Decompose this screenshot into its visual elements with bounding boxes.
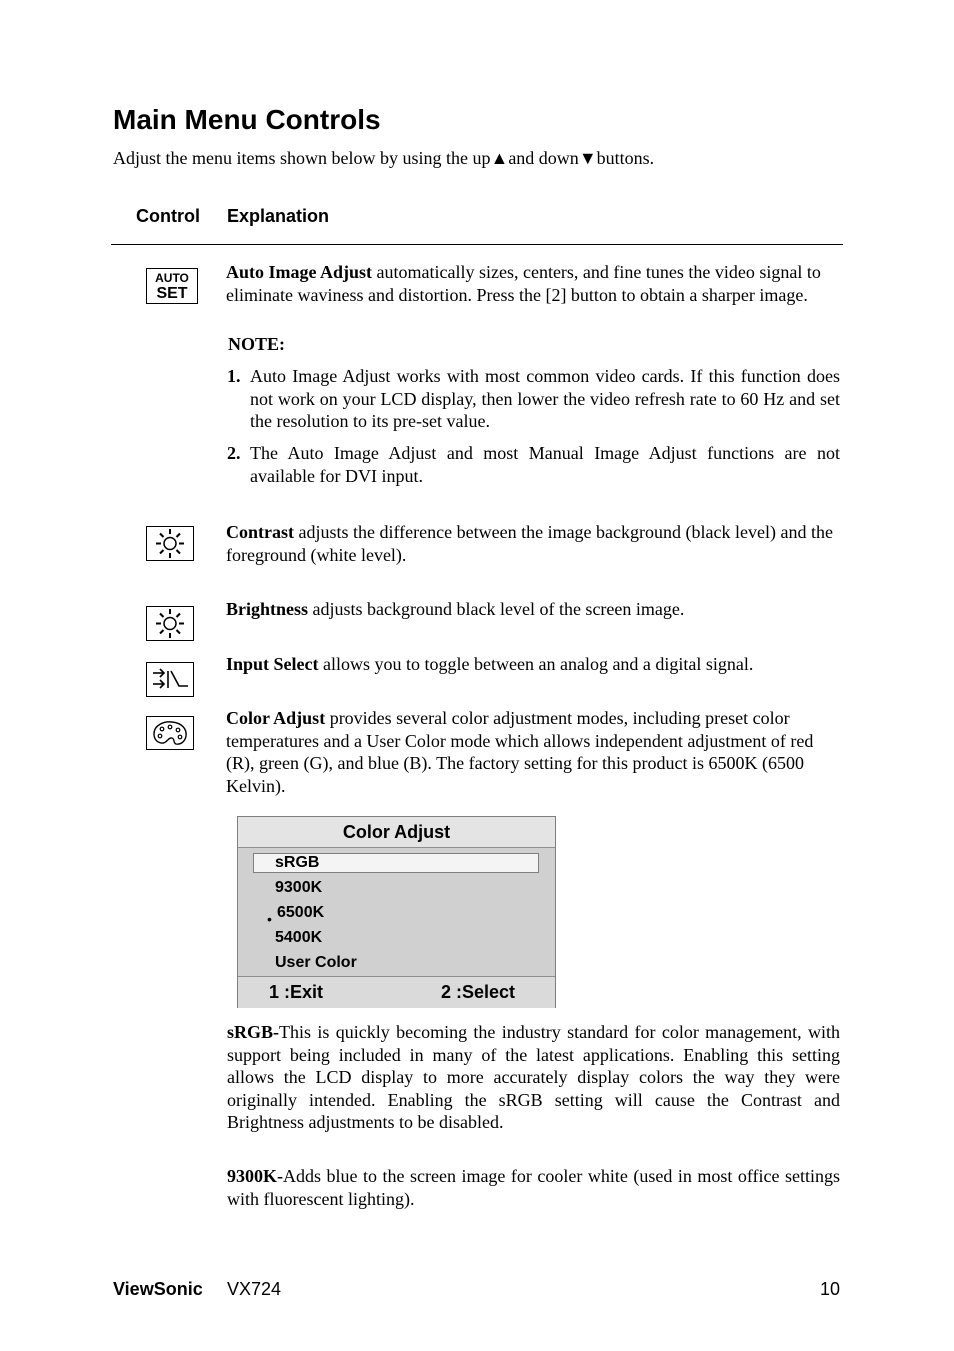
note-item-1 (227, 365, 840, 433)
note-number: 2. (227, 443, 241, 463)
auto-set-icon (146, 268, 198, 304)
osd-title: Color Adjust (238, 817, 555, 848)
osd-item-user-color[interactable]: User Color (275, 954, 357, 971)
note-text: Auto Image Adjust works with most common video cards. If this function does not work on your LCD display, then lower the video refresh rate to 60 Hz and set the resolution to its pre-set value. (250, 366, 840, 431)
color-adjust-term: Color Adjust (226, 708, 326, 728)
osd-item-6500k[interactable]: 6500K (277, 904, 325, 921)
contrast-sun-icon (146, 526, 194, 561)
osd-item-5400k[interactable]: 5400K (275, 929, 323, 946)
brightness-term: Brightness (226, 599, 309, 619)
down-arrow-icon: ▼ (578, 148, 597, 168)
brightness-sun-svg (147, 607, 193, 640)
auto-image-adjust-text (226, 261, 840, 306)
brightness-sun-icon (146, 606, 194, 641)
page-number: 10 (820, 1279, 841, 1299)
osd-select-hint: 2 :Select (441, 982, 516, 1002)
note-item-2 (227, 442, 840, 487)
color-adjust-desc: provides several color adjustment modes, including preset color temperatures and a User Color mode which allows independent adjustment of red (R), green (G), and blue (B). The factory setting for this product is 6500K (6500 Kelvin). (226, 708, 814, 796)
auto-image-adjust-term: Auto Image Adjust (226, 262, 373, 282)
color-palette-svg (147, 717, 193, 749)
srgb-term: sRGB- (227, 1022, 280, 1042)
input-select-icon (146, 662, 194, 697)
auto-set-icon-line2: SET (156, 285, 188, 302)
auto-set-icon-line1: AUTO (155, 271, 189, 285)
footer-brand: ViewSonic (113, 1279, 203, 1299)
header-divider (111, 244, 843, 245)
input-select-svg (147, 663, 193, 696)
auto-image-adjust-desc: automatically sizes, centers, and fine tunes the video signal to eliminate waviness and distortion. Press the [2] button to obtain a sharper image. (226, 262, 821, 305)
up-arrow-icon: ▲ (490, 148, 509, 168)
contrast-text (226, 521, 840, 566)
input-select-text (226, 653, 840, 676)
page-title: Main Menu Controls (113, 104, 381, 135)
intro-text (113, 148, 654, 169)
contrast-term: Contrast (226, 522, 294, 542)
brightness-desc: adjusts background black level of the screen image. (308, 599, 685, 619)
osd-item-9300k[interactable]: 9300K (275, 879, 323, 896)
9300k-term: 9300K- (227, 1166, 283, 1186)
column-header-control: Control (136, 206, 200, 226)
osd-exit-hint: 1 :Exit (269, 982, 324, 1002)
osd-footer (238, 976, 555, 1008)
contrast-desc: adjusts the difference between the image background (black level) and the foreground (white level). (226, 522, 833, 565)
footer-model: VX724 (227, 1279, 282, 1299)
note-text: The Auto Image Adjust and most Manual Image Adjust functions are not available for DVI input. (250, 443, 840, 486)
brightness-text (226, 598, 840, 621)
input-select-desc: allows you to toggle between an analog and a digital signal. (318, 654, 754, 674)
srgb-text (227, 1021, 840, 1134)
color-adjust-text (226, 707, 840, 797)
contrast-sun-svg (147, 527, 193, 560)
column-header-explanation: Explanation (227, 206, 330, 226)
srgb-desc: This is quickly becoming the industry standard for color management, with support being included in many of the latest applications. Enabling this setting allows the LCD display to more accurately display colors the way they were originally intended. Enabling the sRGB setting will cause the Contrast and Brightness adjustments to be disabled. (227, 1022, 840, 1132)
osd-item-srgb[interactable]: sRGB (275, 854, 320, 871)
input-select-term: Input Select (226, 654, 319, 674)
note-label: NOTE: (228, 334, 286, 354)
intro-before: Adjust the menu items shown below by using the up (113, 148, 491, 168)
osd-current-marker: • (267, 911, 272, 927)
9300k-desc: Adds blue to the screen image for cooler white (used in most office settings with fluorescent lighting). (227, 1166, 840, 1209)
osd-item-list (238, 848, 555, 976)
9300k-text (227, 1165, 840, 1210)
note-number: 1. (227, 366, 241, 386)
intro-middle: and down (508, 148, 579, 168)
intro-after: buttons. (596, 148, 655, 168)
color-palette-icon (146, 716, 194, 750)
color-adjust-osd-menu (237, 816, 556, 1008)
